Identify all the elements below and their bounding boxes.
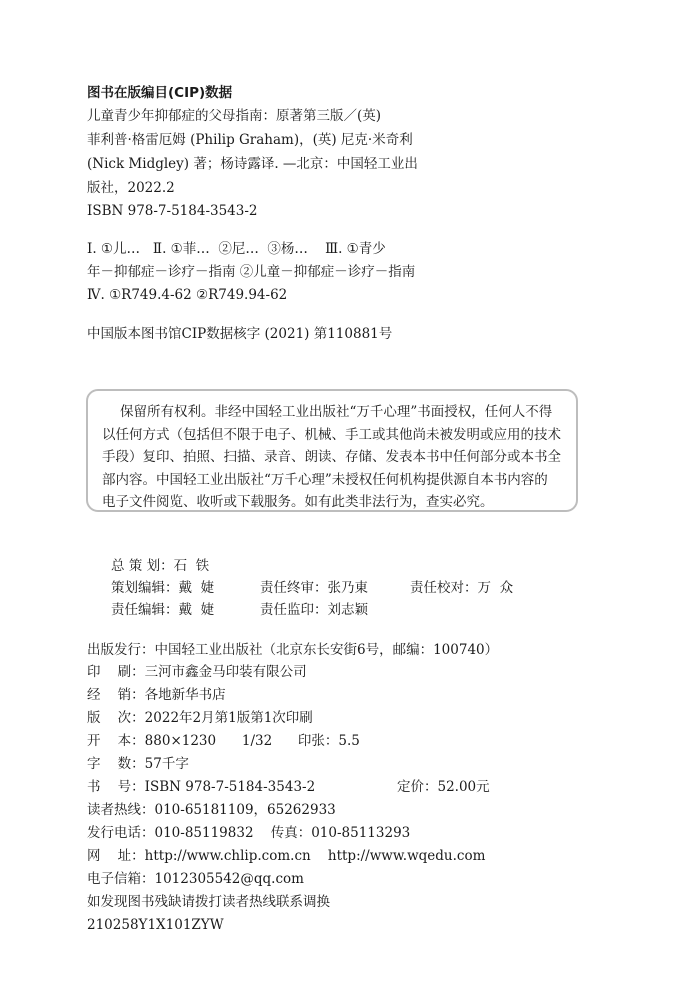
edition [87,709,313,727]
isbn-label: 书 号： [87,779,145,795]
cip-heading: 图书在版编目(CIP)数据 [87,85,233,101]
format-label: 开 本： [87,733,145,749]
product-code: 210258Y1X101ZYW [87,917,224,933]
format [87,732,360,750]
reader-hotline: 读者热线：010-65181109，65262933 [87,802,336,818]
cip-line: (Nick Midgley) 著；杨诗露译. —北京：中国轻工业出 [87,156,418,172]
publisher: 出版发行：中国轻工业出版社（北京东长安街6号，邮编：100740） [87,642,499,658]
printer-label: 印 刷： [87,664,145,680]
chief-planner: 总 策 划：石 铁 [111,558,210,574]
cip-isbn: ISBN 978-7-5184-3543-2 [87,203,258,219]
distributor-label: 经 销： [87,687,145,703]
print-supervisor: 责任监印：刘志颖 [260,602,368,618]
format-value: 880×1230 1/32 印张：5.5 [144,733,360,749]
cip-classification: Ⅳ. ①R749.4-62 ②R749.94-62 [87,287,288,303]
planning-editor: 策划编辑：戴 婕 [111,580,215,596]
email: 电子信箱：1012305542@qq.com [87,871,304,887]
defect-note: 如发现图书残缺请拨打读者热线联系调换 [87,894,330,910]
distributor-value: 各地新华书店 [144,687,226,703]
website-value: http://www.chlip.com.cn http://www.wqedu.com [144,848,486,864]
word-count [87,755,189,773]
printer-value: 三河市鑫金马印装有限公司 [144,664,307,680]
notice-line: 部内容。中国轻工业出版社“万千心理”未授权任何机构提供源自本书内容的 [102,472,548,488]
cip-classification: Ⅰ. ①儿… Ⅱ. ①菲… ②尼… ③杨… Ⅲ. ①青少 [87,241,386,257]
price: 定价：52.00元 [397,779,490,795]
website-label: 网 址： [87,848,145,864]
distributor [87,686,226,704]
cip-line: 菲利普·格雷厄姆 (Philip Graham)，(英) 尼克·米奇利 [87,132,413,148]
edition-label: 版 次： [87,710,145,726]
notice-line: 手段）复印、拍照、扫描、录音、朗读、存储、发表本书中任何部分或本书全 [102,449,561,465]
cip-line: 版社，2022.2 [87,180,175,196]
notice-line: 以任何方式（包括但不限于电子、机械、手工或其他尚未被发明或应用的技术 [102,427,561,443]
wordcount-label: 字 数： [87,756,145,772]
printer [87,663,307,681]
cip-approval-number: 中国版本图书馆CIP数据核字 (2021) 第110881号 [87,326,393,342]
website [87,847,485,865]
copyright-notice-box [86,389,578,512]
notice-line: 电子文件阅览、收听或下载服务。如有此类非法行为，查实必究。 [102,494,494,510]
final-review: 责任终审：张乃東 [260,580,368,596]
wordcount-value: 57千字 [144,756,189,772]
phone-fax: 发行电话：010-85119832 传真：010-85113293 [87,825,411,841]
isbn-line [87,778,315,796]
proofreader: 责任校对：万 众 [410,580,514,596]
notice-line: 保留所有权利。非经中国轻工业出版社“万千心理”书面授权，任何人不得 [120,404,553,420]
edition-value: 2022年2月第1版第1次印刷 [144,710,313,726]
isbn-value: ISBN 978-7-5184-3543-2 [144,779,316,795]
cip-line: 儿童青少年抑郁症的父母指南：原著第三版／(英) [87,108,382,124]
cip-classification: 年－抑郁症－诊疗－指南 ②儿童－抑郁症－诊疗－指南 [87,264,416,280]
responsible-editor: 责任编辑：戴 婕 [111,602,215,618]
